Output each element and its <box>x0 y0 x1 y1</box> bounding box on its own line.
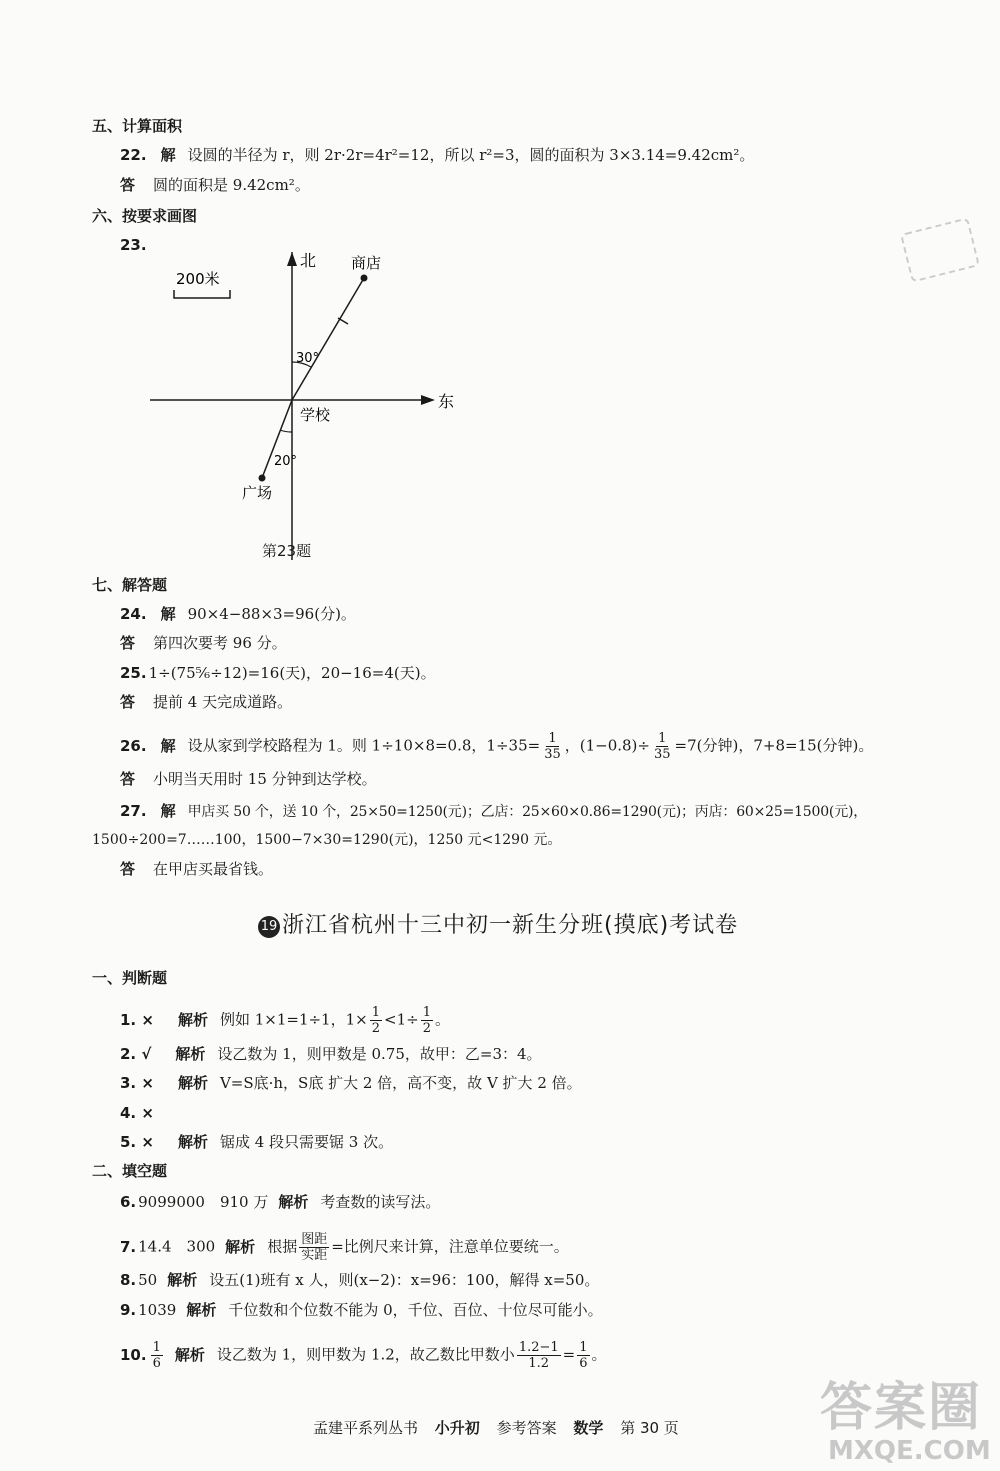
question-number: 22. <box>120 146 147 164</box>
fraction-numerator: 图距 <box>301 1232 328 1247</box>
item-number: 3. × <box>120 1074 154 1092</box>
analysis-text-2: = <box>562 1345 576 1364</box>
fraction-denominator: 6 <box>152 1356 161 1371</box>
fraction-numerator: 1 <box>371 1005 380 1020</box>
fraction-denominator: 35 <box>544 747 561 762</box>
analysis-text: 设五(1)班有 x 人，则(x−2)：x=96：100，解得 x=50。 <box>209 1271 600 1289</box>
solution-text: 1÷(75⁵⁄₆÷12)=16(天)，20−16=4(天)。 <box>148 664 436 682</box>
fraction-numerator: 1 <box>548 731 557 746</box>
question-27 <box>120 801 867 822</box>
shop-label: 商店 <box>351 254 382 272</box>
solution-line-2: 1500÷200=7……100，1500−7×30=1290(元)，1250 元<1290 元。 <box>92 832 562 848</box>
analysis-text-2: =比例尺来计算，注意单位要统一。 <box>331 1237 569 1256</box>
analysis-text: 设乙数为 1，则甲数是 0.75，故甲：乙=3：4。 <box>217 1045 542 1063</box>
solution-keyword: 解 <box>160 605 176 623</box>
answer-text: 小明当天用时 15 分钟到达学校。 <box>153 770 377 788</box>
solution-text-3: =7(分钟)，7+8=15(分钟)。 <box>674 736 874 755</box>
item-number: 1. × <box>120 1010 154 1029</box>
fill-7 <box>120 1232 569 1263</box>
item-number: 8. <box>120 1271 137 1289</box>
footer-series: 孟建平系列丛书 <box>313 1419 419 1437</box>
answer-keyword: 答 <box>120 860 136 878</box>
analysis-keyword: 解析 <box>177 1133 208 1151</box>
shop-line <box>292 278 364 400</box>
analysis-text-1: 例如 1×1=1÷1，1× <box>219 1010 368 1029</box>
footer-type: 参考答案 <box>496 1419 557 1437</box>
question-24 <box>120 604 356 624</box>
item-number: 10. <box>120 1345 147 1364</box>
question-22 <box>120 145 754 165</box>
solution-text-2: ，(1−0.8)÷ <box>564 736 650 755</box>
solution-line-1: 甲店买 50 个，送 10 个，25×50=1250(元)；乙店：25×60×0.86=1290(元)；丙店：60×25=1500(元)， <box>187 804 868 820</box>
fraction-denominator: 35 <box>653 747 671 762</box>
angle-label-bottom: 20° <box>274 454 298 469</box>
fraction <box>421 1005 433 1036</box>
answer-24 <box>120 633 287 653</box>
scale-tick <box>338 318 348 324</box>
solution-keyword: 解 <box>160 146 176 164</box>
judge-1 <box>120 1005 450 1036</box>
answer-27 <box>120 859 273 879</box>
answer-fraction <box>151 1340 163 1371</box>
watermark-url: MXQE.COM <box>828 1436 991 1466</box>
square-label: 广场 <box>242 484 273 502</box>
question-number: 25. <box>120 664 147 682</box>
school-label: 学校 <box>300 406 331 424</box>
analysis-keyword: 解析 <box>175 1045 206 1063</box>
scale-label: 200米 <box>176 270 220 288</box>
analysis-keyword: 解析 <box>278 1193 309 1211</box>
answer-keyword: 答 <box>120 176 136 194</box>
square-point <box>259 475 266 482</box>
east-arrow-icon <box>421 395 435 405</box>
section-heading-6: 六、按要求画图 <box>92 207 198 225</box>
item-number: 4. × <box>120 1104 154 1122</box>
angle-arc-bottom <box>280 430 292 432</box>
question-number: 27. <box>120 802 147 820</box>
analysis-keyword: 解析 <box>177 1010 208 1029</box>
fraction <box>370 1005 382 1036</box>
answer-keyword: 答 <box>120 770 136 788</box>
item-number: 7. <box>120 1237 137 1256</box>
answer-text: 第四次要考 96 分。 <box>153 634 287 652</box>
exam-title <box>258 912 738 940</box>
fraction-denominator: 实距 <box>301 1248 328 1263</box>
analysis-text-3: 。 <box>434 1010 450 1029</box>
fraction <box>542 731 563 762</box>
fraction-denominator: 2 <box>422 1021 431 1036</box>
section-heading-7: 七、解答题 <box>92 576 168 594</box>
solution-text: 90×4−88×3=96(分)。 <box>187 605 356 623</box>
direction-diagram <box>140 240 480 570</box>
fraction-numerator: 1 <box>152 1340 161 1355</box>
solution-text: 设圆的半径为 r，则 2r·2r=4r²=12，所以 r²=3，圆的面积为 3×3.14=9.42cm²。 <box>187 146 755 164</box>
fraction <box>299 1232 329 1263</box>
north-arrow-icon <box>287 252 297 266</box>
analysis-keyword: 解析 <box>174 1345 205 1364</box>
fill-9 <box>120 1300 603 1320</box>
question-number: 24. <box>120 605 147 623</box>
question-26 <box>120 731 873 762</box>
answer-22 <box>120 175 310 195</box>
watermark-logo <box>820 1380 991 1466</box>
exam-title-text: 浙江省杭州十三中初一新生分班(摸底)考试卷 <box>282 913 739 938</box>
east-label: 东 <box>438 392 455 411</box>
judge-4 <box>120 1103 168 1123</box>
fraction-denominator: 1.2 <box>528 1356 550 1371</box>
answer-keyword: 答 <box>120 634 136 652</box>
analysis-text: 锯成 4 段只需要锯 3 次。 <box>219 1133 394 1151</box>
solution-keyword: 解 <box>160 802 176 820</box>
analysis-text-2: <1÷ <box>384 1010 419 1029</box>
fraction-denominator: 2 <box>371 1021 380 1036</box>
exam-number-badge: 19 <box>258 916 280 938</box>
analysis-text-1: 根据 <box>267 1237 298 1256</box>
fraction <box>652 731 673 762</box>
section-heading-fill: 二、填空题 <box>92 1162 168 1180</box>
watermark-title: 答案圈 <box>820 1378 983 1438</box>
analysis-keyword: 解析 <box>167 1271 198 1289</box>
answer-26 <box>120 769 377 789</box>
item-answer: 1039 <box>138 1301 177 1319</box>
item-number: 2. √ <box>120 1045 152 1063</box>
section-heading-judge: 一、判断题 <box>92 969 168 987</box>
fill-6 <box>120 1192 440 1212</box>
answer-keyword: 答 <box>120 693 136 711</box>
footer-page: 第 30 页 <box>620 1419 679 1437</box>
answer-25 <box>120 692 292 712</box>
angle-label-top: 30° <box>296 351 320 366</box>
analysis-text: 考查数的读写法。 <box>320 1193 441 1211</box>
fraction-numerator: 1.2−1 <box>518 1340 559 1355</box>
item-answer: 50 <box>138 1271 158 1289</box>
question-number: 26. <box>120 736 147 755</box>
item-number: 5. × <box>120 1133 154 1151</box>
fraction-denominator: 6 <box>579 1356 588 1371</box>
solution-text-1: 设从家到学校路程为 1。则 1÷10×8=0.8，1÷35= <box>187 736 541 755</box>
judge-3 <box>120 1073 582 1093</box>
question-25 <box>120 663 436 683</box>
footer-grade: 小升初 <box>434 1419 480 1437</box>
fraction <box>577 1340 589 1371</box>
fraction <box>517 1340 561 1371</box>
answer-text: 圆的面积是 9.42cm²。 <box>153 176 310 194</box>
shop-point <box>361 275 368 282</box>
solution-keyword: 解 <box>160 736 176 755</box>
question-number-23: 23. <box>120 236 147 254</box>
fill-10 <box>120 1340 607 1371</box>
analysis-keyword: 解析 <box>177 1074 208 1092</box>
fraction-numerator: 1 <box>658 731 667 746</box>
analysis-keyword: 解析 <box>186 1301 217 1319</box>
fraction-numerator: 1 <box>422 1005 431 1020</box>
page-footer <box>313 1418 691 1438</box>
item-number: 6. <box>120 1193 137 1211</box>
analysis-keyword: 解析 <box>225 1237 256 1256</box>
answer-text: 在甲店买最省钱。 <box>153 860 274 878</box>
judge-5 <box>120 1132 393 1152</box>
stamp-mark <box>900 217 980 282</box>
fraction-numerator: 1 <box>579 1340 588 1355</box>
item-number: 9. <box>120 1301 137 1319</box>
item-answer: 9099000 910 万 <box>138 1193 269 1211</box>
analysis-text-3: 。 <box>591 1345 607 1364</box>
figure-caption: 第23题 <box>262 542 312 560</box>
analysis-text: 千位数和个位数不能为 0，千位、百位、十位尽可能小。 <box>228 1301 603 1319</box>
analysis-text-1: 设乙数为 1，则甲数为 1.2，故乙数比甲数小 <box>216 1345 515 1364</box>
item-answer: 14.4 300 <box>138 1237 216 1256</box>
analysis-text: V=S底·h，S底 扩大 2 倍，高不变，故 V 扩大 2 倍。 <box>219 1074 582 1092</box>
section-heading-5: 五、计算面积 <box>92 117 183 135</box>
fill-8 <box>120 1270 599 1290</box>
footer-subject: 数学 <box>573 1419 604 1437</box>
scale-bar <box>174 290 230 298</box>
judge-2 <box>120 1044 542 1064</box>
answer-text: 提前 4 天完成道路。 <box>153 693 293 711</box>
north-label: 北 <box>300 251 317 270</box>
